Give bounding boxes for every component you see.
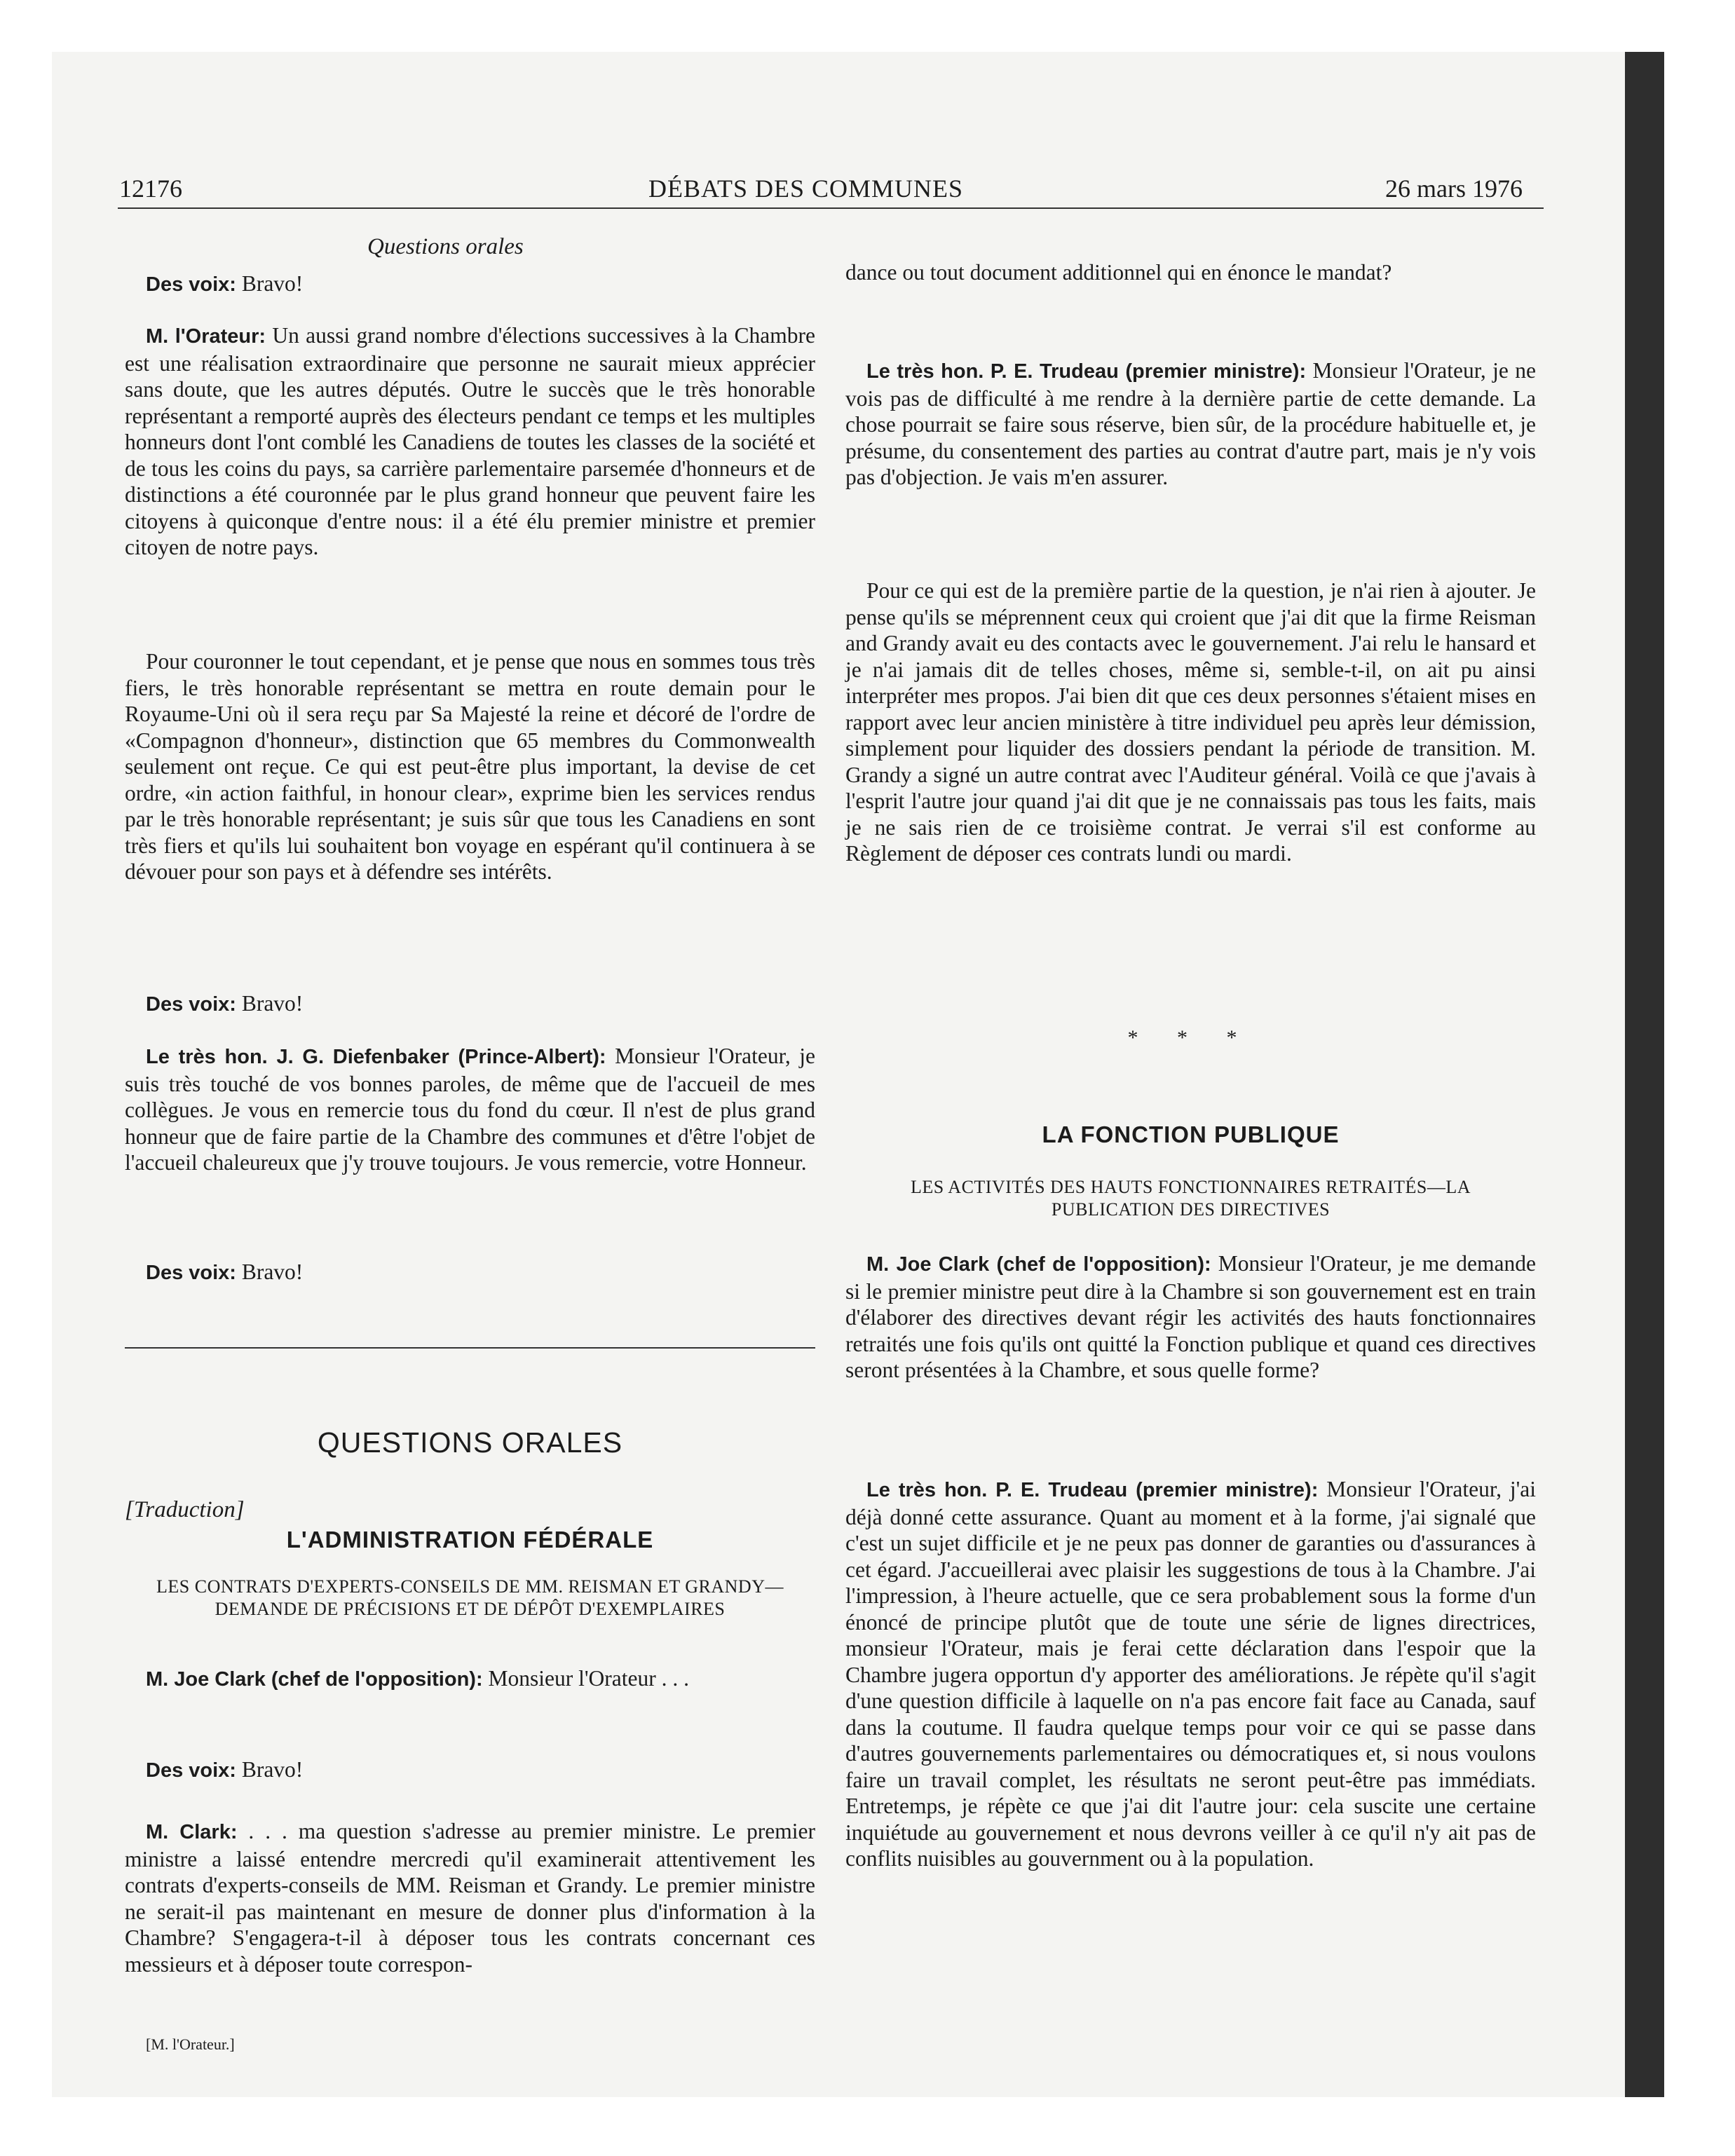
paragraph <box>845 1476 1536 1872</box>
speech: Monsieur l'Orateur, je ne vois pas de difficulté à me rendre à la dernière partie de cette demande. La chose pourrait se faire sous réserve, bien sûr, de la procédure habituelle et, je présume, du consentement des parties au contrat d'autre part, mais je n'y vois pas d'objection. Je vais m'en assurer. <box>845 358 1537 489</box>
speech: dance ou tout document additionnel qui en énonce le mandat? <box>845 260 1392 285</box>
page-date: 26 mars 1976 <box>1385 175 1523 203</box>
speech: Bravo! <box>236 991 304 1016</box>
speech: . . . ma question s'adresse au premier ministre. Le premier ministre a laissé entendre mercredi qu'il examinerait attentivement les contrats d'experts-conseils de MM. Reisman et Grandy. Le premier ministre ne serait-il pas maintenant en mesure de donner plus d'information à la Chambre? S'engagera-t-il à déposer tous les contrats concernant ces messieurs et à déposer toute correspon- <box>125 1819 815 1977</box>
paragraph <box>125 1818 815 1977</box>
topic-heading: LES CONTRATS D'EXPERTS-CONSEILS DE MM. REISMAN ET GRANDY—DEMANDE DE PRÉCISIONS ET DE DÉPÔT D'EXEMPLAIRES <box>156 1576 784 1619</box>
speech: Monsieur l'Orateur, je suis très touché de vos bonnes paroles, de même que de l'accueil de mes collègues. Je vous en remercie tous du fond du cœur. Il n'est de plus grand honneur que de faire partie de la Chambre des communes et d'être l'objet de l'accueil chaleureux que j'y trouve toujours. Je vous remercie, votre Honneur. <box>125 1044 815 1175</box>
speech: Monsieur l'Orateur . . . <box>482 1666 689 1691</box>
speech: Bravo! <box>236 1757 304 1782</box>
speech: Monsieur l'Orateur, j'ai déjà donné cette assurance. Quant au moment et à la forme, j'ai signalé que c'est un sujet difficile et je ne peux pas donner de garanties ou d'assurances à cet égard. J'accueillerai avec plaisir les suggestions de tous à la Chambre. J'ai l'impression, à l'heure actuelle, que ce sera probablement sous la forme d'un énoncé de principe plutôt que de toute une série de lignes directrices, monsieur l'Orateur, mais je ferai cette déclaration dans l'espoir que la Chambre jugera opportun d'y apporter des améliorations. Je répète qu'il s'agit d'une question difficile à laquelle on n'a pas encore fait face au Canada, sauf dans la coutume. Il faudra quelque temps pour voir ce qui se passe dans d'autres gouvernements parlementaires ou démocratiques et, si nous voulons faire un travail complet, les résultats ne seront peut-être pas immédiats. Entretemps, je répète ce que j'ai dit l'autre jour: cela suscite une certaine inquiétude au gouvernement et nous devrons veiller à ce qu'il n'y ait pas de conflits nuisibles au gouvernment ou à la population. <box>845 1477 1536 1871</box>
paragraph <box>125 648 815 885</box>
paragraph <box>845 357 1536 491</box>
speech: Bravo! <box>236 271 304 296</box>
speaker: M. Joe Clark (chef de l'opposition): <box>866 1253 1211 1276</box>
speaker: Le très hon. P. E. Trudeau (premier ministre): <box>866 360 1307 383</box>
speech: Monsieur l'Orateur, je me demande si le premier ministre peut dire à la Chambre si son gouvernement est en train d'élaborer des directives devant régir les activités des hauts fonctionnaires retraités une fois qu'ils ont quitté la Fonction publique et quand ces directives seront présentées à la Chambre, et sous quelle forme? <box>845 1251 1536 1382</box>
speaker: Le très hon. P. E. Trudeau (premier ministre): <box>866 1479 1319 1501</box>
publication-title: DÉBATS DES COMMUNES <box>648 175 964 203</box>
paragraph <box>125 322 815 561</box>
speaker: Des voix: <box>146 1262 236 1284</box>
paragraph <box>125 990 815 1018</box>
paragraph <box>125 271 815 299</box>
paragraph <box>845 1250 1536 1384</box>
translation-note: [Traduction] <box>125 1497 245 1522</box>
section-title: LA FONCTION PUBLIQUE <box>1042 1121 1340 1147</box>
speech: Bravo! <box>236 1260 304 1284</box>
paragraph <box>845 578 1536 867</box>
paragraph <box>125 1756 815 1785</box>
speaker: Des voix: <box>146 1759 236 1782</box>
speech: Pour ce qui est de la première partie de la question, je n'ai rien à ajouter. Je pense qu'ils se méprennent ceux qui croient que j'ai dit que la firme Reisman and Grandy avait eu des contacts avec le gouvernement. J'ai relu le hansard et je n'ai jamais dit de telles choses, même si, semble-t-il, on ait pu ainsi interpréter mes propos. J'ai bien dit que ces deux personnes s'étaient mises en rapport avec leur ancien ministère à titre individuel peu après leur démission, simplement pour liquider des dossiers pendant la période de transition. M. Grandy a signé un autre contrat avec l'Auditeur général. Voilà ce que j'avais à l'esprit l'autre jour quand j'ai dit que je ne connaissais pas tous les faits, mais je ne sais rien de ce troisième contrat. Je verrai s'il est conforme au Règlement de déposer ces contrats lundi ou mardi. <box>845 578 1536 866</box>
speaker: Des voix: <box>146 993 236 1016</box>
topic-heading: LES ACTIVITÉS DES HAUTS FONCTIONNAIRES RETRAITÉS—LA PUBLICATION DES DIRECTIVES <box>911 1177 1471 1220</box>
page-number: 12176 <box>119 175 182 203</box>
header-rule <box>118 207 1544 209</box>
speaker: Des voix: <box>146 273 236 296</box>
speaker: M. Joe Clark (chef de l'opposition): <box>146 1668 483 1691</box>
subsection-title: L'ADMINISTRATION FÉDÉRALE <box>286 1527 654 1553</box>
section-divider <box>125 1347 815 1349</box>
paragraph <box>125 1665 815 1693</box>
speech: Pour couronner le tout cependant, et je pense que nous en sommes tous très fiers, le très honorable représentant se mettra en route demain pour le Royaume-Uni où il sera reçu par Sa Majesté la reine et décoré de l'ordre de «Compagnon d'honneur», distinction que 65 membres du Commonwealth seulement ont reçue. Ce qui est peut-être plus important, la devise de cet ordre, «in action faithful, in honour clear», exprime bien les services rendus par le très honorable représentant; je suis sûr que tous les Canadiens en sont très fiers et qu'ils lui souhaitent bon voyage en espérant qu'il continuera à se dévouer pour son pays et à défendre ses intérêts. <box>125 649 815 884</box>
footnote: [M. l'Orateur.] <box>146 2035 235 2053</box>
speaker: M. Clark: <box>146 1821 238 1843</box>
section-title: QUESTIONS ORALES <box>317 1426 623 1459</box>
paragraph <box>125 1043 815 1176</box>
speaker: M. l'Orateur: <box>146 325 266 348</box>
running-title: Questions orales <box>367 234 524 259</box>
speaker: Le très hon. J. G. Diefenbaker (Prince-Albert): <box>146 1046 606 1068</box>
scan-edge-bar <box>1625 52 1664 2097</box>
paragraph <box>845 259 1536 286</box>
section-separator: * * * <box>1127 1026 1254 1049</box>
speech: Un aussi grand nombre d'élections successives à la Chambre est une réalisation extraordinaire que personne ne saurait mieux apprécier sans doute, que les autres députés. Outre le succès que le très honorable représentant a remporté auprès des électeurs pendant ce temps et les multiples honneurs dont l'ont comblé les Canadiens de toutes les classes de la société et de tous les coins du pays, sa carrière parlementaire parsemée d'honneurs et de distinctions a été couronnée par le plus grand honneur que peuvent faire les citoyens à quiconque d'entre nous: il a été élu premier ministre et premier citoyen de notre pays. <box>125 323 816 559</box>
paragraph <box>125 1259 815 1287</box>
